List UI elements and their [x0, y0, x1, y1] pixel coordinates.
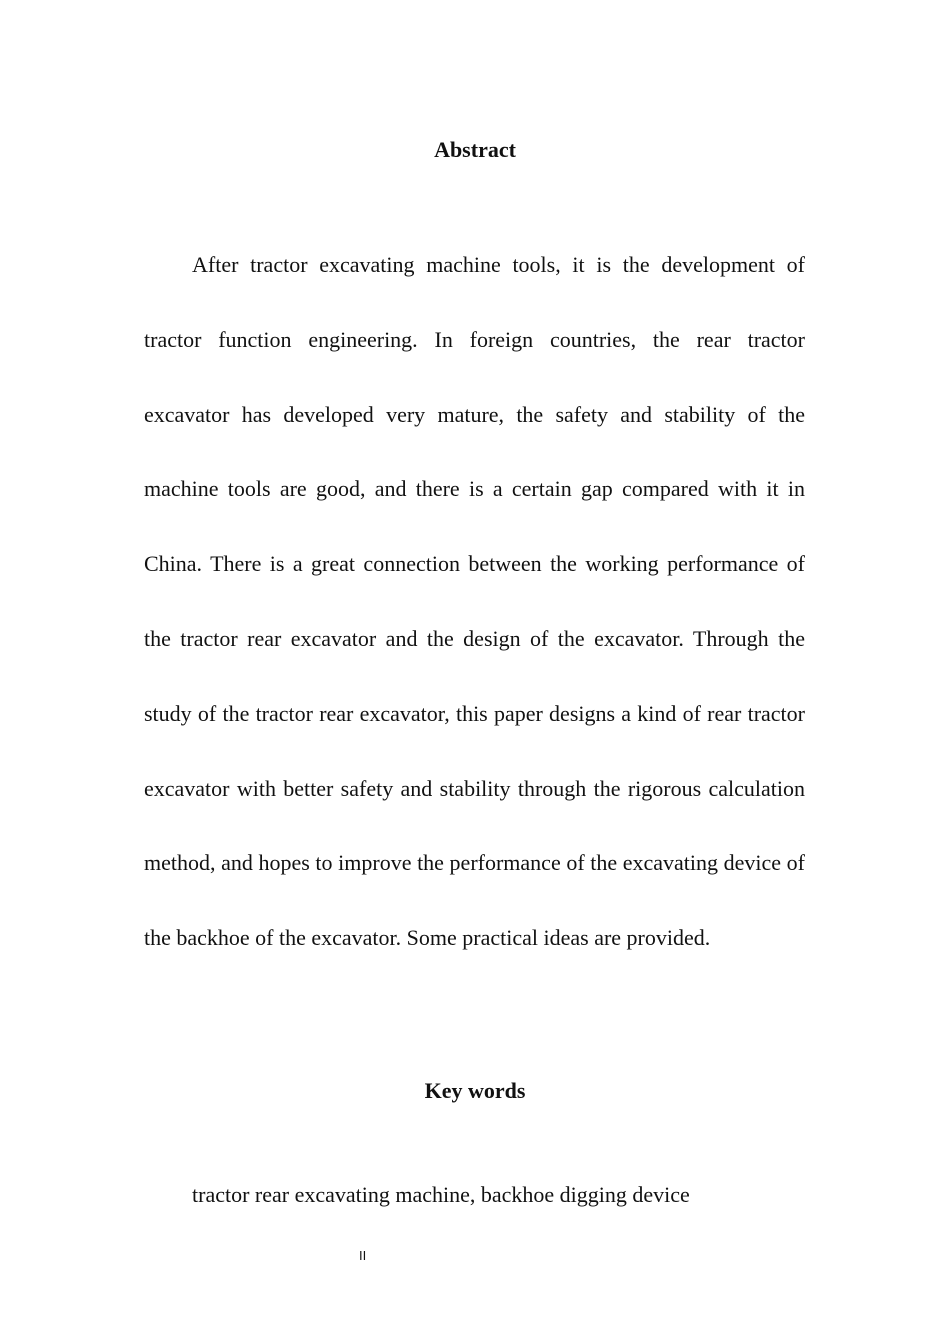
- abstract-paragraph: After tractor excavating machine tools, it is the development of tractor function engineering. In foreign countries, the rear tractor excavator has developed very mature, the safety and stability of the machine tools are good, and there is a certain gap compared with it in China. There is a great connection between the working performance of the tractor rear excavator and the design of the excavator. Through the study of the tractor rear excavator, this paper designs a kind of rear tractor excavator with better safety and stability through the rigorous calculation method, and hopes to improve the performance of the excavating device of the backhoe of the excavator. Some practical ideas are provided.: [144, 252, 805, 951]
- keywords-heading: Key words: [424, 1078, 526, 1103]
- abstract-heading: Abstract: [434, 137, 516, 162]
- page-number: II: [359, 1248, 367, 1263]
- keywords-text: tractor rear excavating machine, backhoe digging device: [192, 1182, 690, 1207]
